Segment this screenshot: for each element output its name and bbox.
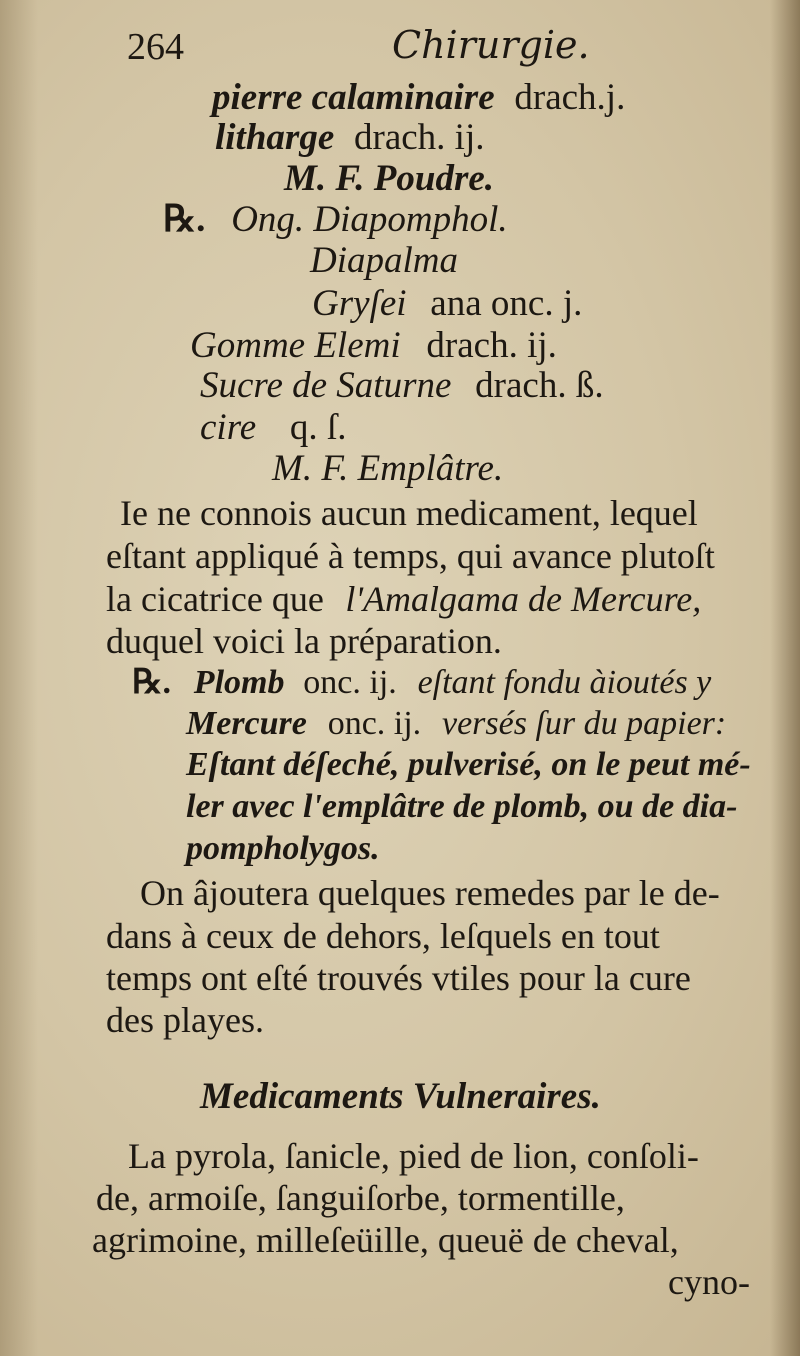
- recipe2-line5: [200, 366, 604, 404]
- recipe3-line2: [186, 706, 726, 741]
- section-heading: Medicaments Vulneraires.: [200, 1076, 601, 1117]
- para1-line4: duquel voici la préparation.: [106, 621, 502, 661]
- text-roman: la cicatrice que: [106, 579, 324, 619]
- recipe3-line4: ler avec l'emplâtre de plomb, ou de dia-: [186, 788, 738, 825]
- ingredient-quantity: drach. ß.: [475, 365, 604, 406]
- para2-line3: temps ont eſté trouvés vtiles pour la cure: [106, 958, 691, 998]
- para2-line2: dans à ceux de dehors, leſquels en tout: [106, 916, 660, 956]
- ingredient-quantity: q. ſ.: [289, 407, 347, 448]
- running-title: Chirurgie.: [392, 23, 590, 67]
- ingredient-quantity: ana onc. j.: [430, 283, 583, 324]
- para2-line1: On âjoutera quelques remedes par le de-: [140, 873, 720, 913]
- ingredient-quantity: onc. ij.: [327, 705, 422, 742]
- ingredient-name: cire: [200, 407, 257, 448]
- para1-line2: eſtant appliqué à temps, qui avance plutoſt: [106, 536, 715, 576]
- recipe-symbol: ℞.: [163, 199, 206, 240]
- ingredient-name: Gryſei: [312, 283, 407, 324]
- text-italic: eſtant fondu àioutés y: [417, 664, 712, 701]
- text-italic: l'Amalgama de Mercure,: [345, 579, 702, 619]
- recipe2-instruction: M. F. Emplâtre.: [272, 448, 504, 489]
- recipe1-line2: [215, 118, 485, 156]
- recipe2-line1: [163, 200, 508, 238]
- text-italic: versés ſur du papier:: [442, 705, 727, 742]
- recipe2-line2: Diapalma: [310, 240, 458, 281]
- recipe3-line5: pompholygos.: [186, 830, 380, 867]
- ingredient-name: litharge: [215, 117, 335, 158]
- ingredient-name: pierre calaminaire: [212, 77, 495, 118]
- recipe3-line3: Eſtant déſeché, pulverisé, on le peut mé-: [186, 746, 751, 783]
- section-line1: La pyrola, ſanicle, pied de lion, conſoli-: [128, 1136, 699, 1176]
- recipe-symbol: ℞.: [132, 664, 171, 701]
- para1-line1: Ie ne connois aucun medicament, lequel: [120, 493, 698, 533]
- ingredient-quantity: onc. ij.: [303, 664, 397, 701]
- ingredient-name: Plomb: [193, 664, 285, 701]
- ingredient-name: Ong. Diapomphol.: [231, 199, 508, 240]
- ingredient-name: Mercure: [186, 705, 307, 742]
- recipe2-line6: [200, 408, 346, 446]
- recipe1-line1: [212, 78, 625, 116]
- para1-line3: [106, 581, 701, 618]
- para2-line4: des playes.: [106, 1000, 264, 1040]
- catchword: cyno-: [668, 1262, 750, 1302]
- ingredient-quantity: drach. ij.: [354, 117, 485, 158]
- ingredient-name: Sucre de Saturne: [200, 365, 452, 406]
- ingredient-name: Gomme Elemi: [190, 325, 401, 366]
- recipe2-line4: [190, 326, 557, 364]
- page-number: 264: [127, 26, 184, 68]
- ingredient-quantity: drach.j.: [514, 77, 626, 118]
- section-line2: de, armoiſe, ſanguiſorbe, tormentille,: [96, 1178, 625, 1218]
- section-line3: agrimoine, milleſeüille, queuë de cheval,: [92, 1220, 679, 1260]
- ingredient-quantity: drach. ij.: [426, 325, 557, 366]
- recipe1-instruction: M. F. Poudre.: [284, 158, 495, 199]
- recipe2-line3: [312, 284, 582, 322]
- recipe3-line1: [132, 665, 711, 700]
